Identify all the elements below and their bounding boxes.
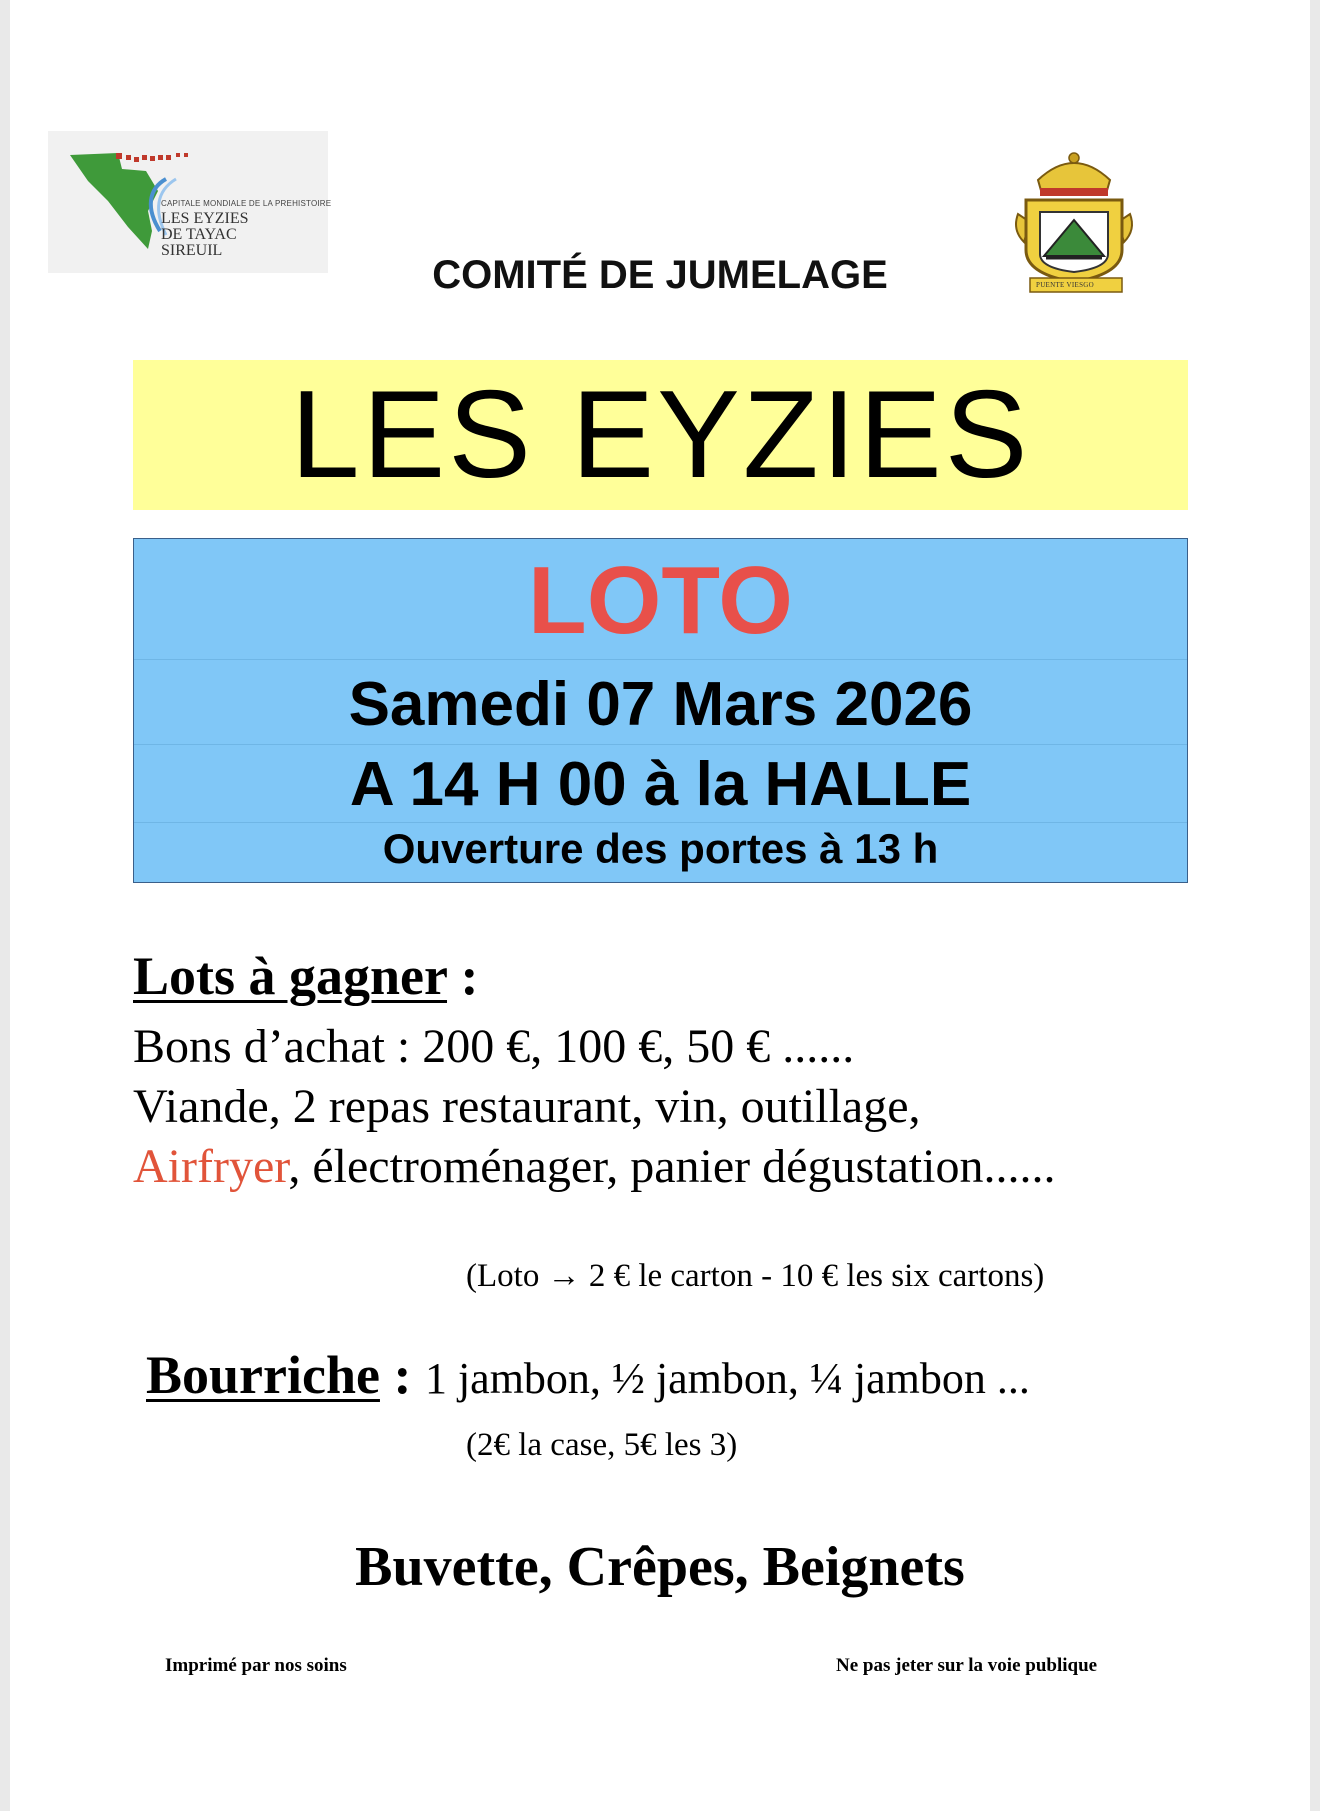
bourriche-heading: Bourriche	[146, 1345, 380, 1405]
bourriche-line	[146, 1344, 1030, 1406]
airfryer-highlight: Airfryer	[133, 1140, 289, 1193]
prize-line-appliances-rest: , électroménager, panier dégustation......	[288, 1140, 1056, 1193]
logo-line-3: SIREUIL	[161, 242, 223, 259]
footer-printed-note: Imprimé par nos soins	[165, 1655, 347, 1676]
loto-price: (Loto → 2 € le carton - 10 € les six cartons)	[466, 1258, 1045, 1294]
footer-litter-note: Ne pas jeter sur la voie publique	[836, 1655, 1098, 1676]
town-banner	[133, 360, 1188, 510]
doors-opening: Ouverture des portes à 13 h	[382, 825, 939, 872]
bourriche-heading-colon: :	[379, 1345, 425, 1405]
bourriche-heading-group	[146, 1345, 425, 1405]
prize-line-appliances	[133, 1138, 1055, 1196]
prizes-heading-colon: :	[447, 946, 479, 1006]
bourriche-price: (2€ la case, 5€ les 3)	[466, 1427, 738, 1463]
bourriche-items: 1 jambon, ½ jambon, ¼ jambon ...	[424, 1354, 1030, 1403]
prize-line-vouchers: Bons d’achat : 200 €, 100 €, 50 € ......	[133, 1020, 855, 1073]
town-logo	[48, 131, 332, 273]
committee-heading: COMITÉ DE JUMELAGE	[432, 253, 888, 297]
refreshments-line: Buvette, Crêpes, Beignets	[355, 1536, 965, 1598]
prizes-heading-text: Lots à gagner	[133, 946, 448, 1006]
divider	[134, 659, 1187, 660]
logo-line-2: DE TAYAC	[161, 226, 237, 243]
prize-line-food: Viande, 2 repas restaurant, vin, outillage,	[133, 1080, 921, 1133]
logo-line-1: LES EYZIES	[161, 210, 249, 227]
divider	[134, 822, 1187, 823]
town-title: LES EYZIES	[290, 366, 1031, 504]
prizes-heading	[133, 945, 479, 1007]
event-box	[133, 538, 1188, 883]
crest-motto: PUENTE VIESGO	[1036, 281, 1095, 289]
event-time-place: A 14 H 00 à la HALLE	[349, 750, 972, 819]
divider	[134, 744, 1187, 745]
event-date: Samedi 07 Mars 2026	[348, 670, 973, 739]
logo-tagline: CAPITALE MONDIALE DE LA PREHISTOIRE	[161, 199, 332, 208]
event-name: LOTO	[528, 547, 793, 654]
poster-page	[10, 0, 1310, 1811]
